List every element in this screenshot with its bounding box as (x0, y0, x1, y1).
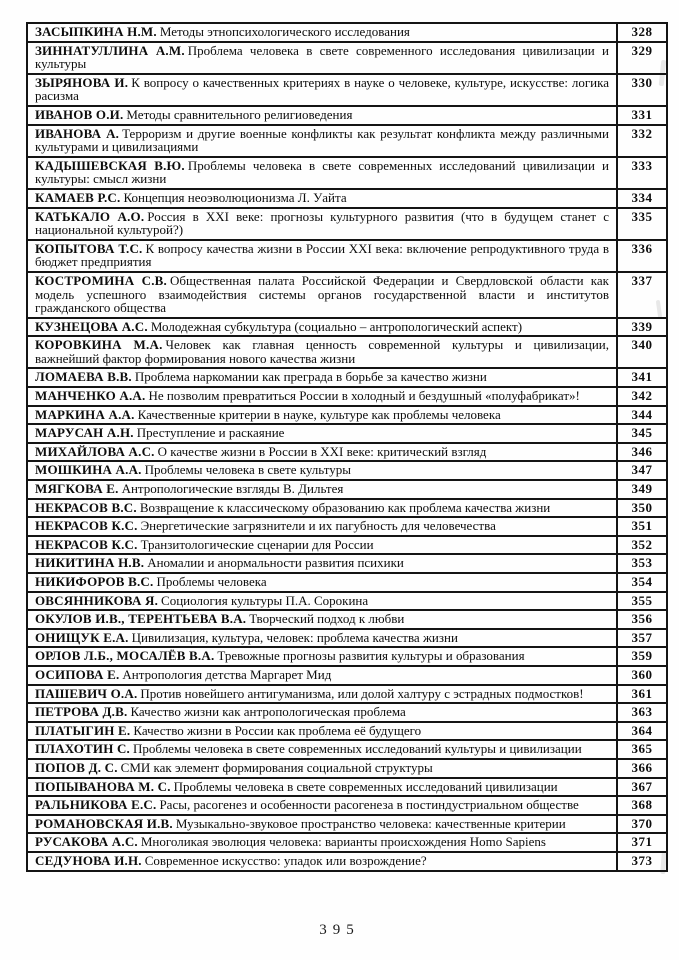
entry-text-cell (27, 703, 617, 722)
table-row (27, 208, 667, 240)
entry-author: МИХАЙЛОВА А.С. (35, 443, 155, 459)
entry-author: КАТЬКАЛО А.О. (35, 208, 145, 224)
entry-page-number: 328 (617, 23, 667, 42)
entry-title: Молодежная субкультура (социально – антропологический аспект) (150, 318, 523, 334)
entry-page-number: 331 (617, 106, 667, 125)
entry-title: Концепция неоэволюционизма Л. Уайта (123, 189, 347, 205)
table-row (27, 647, 667, 666)
entry-page-number: 344 (617, 406, 667, 425)
entry-author: ЗЫРЯНОВА И. (35, 74, 129, 90)
table-row (27, 592, 667, 611)
entry-text-cell (27, 74, 617, 106)
entry-title: Качество жизни в России как проблема её будущего (133, 722, 422, 738)
entry-author: НИКИФОРОВ В.С. (35, 574, 154, 589)
entry-text-cell (27, 815, 617, 834)
table-row (27, 517, 667, 536)
entry-author: КАМАЕВ Р.С. (35, 189, 121, 205)
entry-author: РУСАКОВА А.С. (35, 834, 138, 850)
entry-text-cell (27, 443, 617, 462)
entry-text-cell (27, 852, 617, 871)
entry-author: ОНИЩУК Е.А. (35, 629, 129, 645)
table-row (27, 833, 667, 852)
entry-title: Музыкально-звуковое пространство человека: качественные критерии (175, 815, 566, 831)
entry-title: Проблемы человека (156, 574, 267, 589)
entry-page-number: 329 (617, 42, 667, 74)
entry-text-cell (27, 240, 617, 272)
entry-text-cell (27, 647, 617, 666)
entry-page-number: 347 (617, 461, 667, 480)
entry-title: Проблемы человека в свете современных исследований цивилизации и культуры: смысл жизни (35, 157, 610, 187)
entry-page-number: 361 (617, 685, 667, 704)
entry-author: НЕКРАСОВ В.С. (35, 499, 137, 515)
entry-author: НЕКРАСОВ К.С. (35, 518, 138, 534)
entry-title: Цивилизация, культура, человек: проблема качества жизни (131, 629, 458, 645)
entry-author: ЛОМАЕВА В.В. (35, 369, 132, 385)
entry-page-number: 367 (617, 778, 667, 797)
entry-text-cell (27, 461, 617, 480)
entry-title: Транзитологические сценарии для России (140, 536, 374, 552)
entry-text-cell (27, 208, 617, 240)
table-row (27, 125, 667, 157)
table-row (27, 796, 667, 815)
entry-author: ОВСЯННИКОВА Я. (35, 592, 159, 608)
entry-text-cell (27, 759, 617, 778)
entry-page-number: 333 (617, 157, 667, 189)
entry-title: Проблемы человека в свете культуры (144, 462, 351, 478)
entry-title: Человек как главная ценность современной культуры и цивилизации, важнейший фактор формирования нового качества жизни (35, 337, 609, 366)
entry-author: КОРОВКИНА М.А. (35, 337, 163, 353)
entry-title: Не позволим превратиться России в холодный и бездушный «полуфабрикат»! (148, 388, 580, 404)
entry-author: КОПЫТОВА Т.С. (35, 240, 143, 256)
entry-title: Антропологические взгляды В. Дильтея (121, 481, 344, 497)
entry-author: ПОПОВ Д. С. (35, 759, 118, 775)
entry-author: КУЗНЕЦОВА А.С. (35, 318, 148, 334)
entry-page-number: 353 (617, 554, 667, 573)
entry-title: Аномалии и анормальности развития психики (147, 555, 404, 571)
table-row (27, 318, 667, 337)
entry-page-number: 337 (617, 272, 667, 318)
table-row (27, 461, 667, 480)
entry-page-number: 336 (617, 240, 667, 272)
entry-text-cell (27, 554, 617, 573)
entry-title: Расы, расогенез и особенности расогенеза в постиндустриальном обществе (159, 797, 579, 813)
entry-author: ПЛАТЫГИН Е. (35, 722, 131, 738)
entry-page-number: 356 (617, 610, 667, 629)
entry-page-number: 342 (617, 387, 667, 406)
table-row (27, 387, 667, 406)
entry-title: Современное искусство: упадок или возрождение? (144, 852, 427, 868)
entry-author: ОРЛОВ Л.Б., МОСАЛЁВ В.А. (35, 648, 215, 664)
table-row (27, 23, 667, 42)
entry-author: РОМАНОВСКАЯ И.В. (35, 815, 173, 831)
entry-text-cell (27, 189, 617, 208)
table-row (27, 480, 667, 499)
table-row (27, 815, 667, 834)
table-row (27, 157, 667, 189)
table-row (27, 272, 667, 318)
entry-page-number: 351 (617, 517, 667, 536)
entry-title: Энергетические загрязнители и их пагубность для человечества (140, 518, 496, 534)
entry-text-cell (27, 406, 617, 425)
entry-text-cell (27, 125, 617, 157)
entry-author: МАНЧЕНКО А.А. (35, 388, 146, 404)
page-number-footer: 395 (319, 922, 360, 938)
entry-text-cell (27, 499, 617, 518)
table-row (27, 424, 667, 443)
entry-title: Возвращение к классическому образованию как проблема качества жизни (139, 499, 551, 515)
entry-author: КАДЫШЕВСКАЯ В.Ю. (35, 157, 185, 173)
entry-page-number: 354 (617, 573, 667, 592)
entry-text-cell (27, 573, 617, 592)
entry-title: Против новейшего антигуманизма, или долой халтуру с эстрадных подмостков! (140, 685, 584, 701)
entry-title: Проблема наркомании как преграда в борьбе за качество жизни (134, 369, 487, 385)
entry-text-cell (27, 368, 617, 387)
table-row (27, 722, 667, 741)
table-row (27, 74, 667, 106)
entry-page-number: 359 (617, 647, 667, 666)
entry-title: Проблема человека в свете современного исследования цивилизации и культуры (35, 42, 609, 72)
entry-title: Антропология детства Маргарет Мид (122, 666, 332, 682)
table-row (27, 573, 667, 592)
table-row (27, 778, 667, 797)
entry-page-number: 364 (617, 722, 667, 741)
entry-title: Преступление и раскаяние (136, 425, 285, 441)
entry-title: Россия в XXI веке: прогнозы культурного развития (что в будущем станет с национальной культурой?) (35, 208, 609, 238)
entry-author: МАРУСАН А.Н. (35, 425, 134, 441)
entry-title: Творческий подход к любви (249, 611, 405, 627)
table-row (27, 368, 667, 387)
entry-page-number: 349 (617, 480, 667, 499)
entry-author: РАЛЬНИКОВА Е.С. (35, 797, 157, 813)
entry-page-number: 346 (617, 443, 667, 462)
entry-text-cell (27, 336, 617, 368)
table-row (27, 629, 667, 648)
entry-author: ПОПЫВАНОВА М. С. (35, 778, 171, 794)
entry-title: Проблемы человека в свете современных исследований цивилизации (173, 778, 558, 794)
entry-author: МАРКИНА А.А. (35, 406, 135, 422)
table-row (27, 106, 667, 125)
entry-text-cell (27, 23, 617, 42)
entry-text-cell (27, 592, 617, 611)
entry-page-number: 339 (617, 318, 667, 337)
entry-title: СМИ как элемент формирования социальной структуры (120, 759, 433, 775)
entry-title: Терроризм и другие военные конфликты как результат конфликта между различными культурами и цивилизациями (35, 125, 609, 155)
entry-text-cell (27, 272, 617, 318)
entry-author: МОШКИНА А.А. (35, 462, 142, 478)
entry-page-number: 371 (617, 833, 667, 852)
entry-author: КОСТРОМИНА С.В. (35, 272, 168, 288)
entry-page-number: 357 (617, 629, 667, 648)
entry-page-number: 350 (617, 499, 667, 518)
entry-page-number: 341 (617, 368, 667, 387)
entry-page-number: 363 (617, 703, 667, 722)
entry-author: НИКИТИНА Н.В. (35, 555, 145, 571)
entry-title: К вопросу качества жизни в России XXI века: включение репродуктивного труда в бюджет предприятия (35, 240, 609, 270)
entry-text-cell (27, 106, 617, 125)
entry-title: Качество жизни как антропологическая проблема (130, 704, 406, 720)
entry-text-cell (27, 42, 617, 74)
entry-title: К вопросу о качественных критериях в науке о человеке, культуре, искусстве: логика расизма (35, 74, 609, 104)
table-row (27, 554, 667, 573)
entry-author: МЯГКОВА Е. (35, 481, 119, 497)
entry-title: Качественные критерии в науке, культуре как проблемы человека (137, 406, 501, 422)
entry-page-number: 332 (617, 125, 667, 157)
entry-page-number: 330 (617, 74, 667, 106)
table-row (27, 852, 667, 871)
table-row (27, 336, 667, 368)
entry-text-cell (27, 685, 617, 704)
contents-table-body (27, 23, 667, 871)
entry-text-cell (27, 318, 617, 337)
entry-title: Методы этнопсихологического исследования (159, 24, 410, 39)
table-row (27, 666, 667, 685)
entry-text-cell (27, 722, 617, 741)
entry-page-number: 373 (617, 852, 667, 871)
table-row (27, 759, 667, 778)
entry-text-cell (27, 796, 617, 815)
entry-title: О качестве жизни в России в XXI веке: критический взгляд (157, 443, 487, 459)
entry-text-cell (27, 480, 617, 499)
table-row (27, 240, 667, 272)
entry-page-number: 368 (617, 796, 667, 815)
entry-title: Социология культуры П.А. Сорокина (161, 592, 369, 608)
entry-title: Многоликая эволюция человека: варианты происхождения Homo Sapiens (140, 834, 546, 850)
entry-page-number: 360 (617, 666, 667, 685)
entry-text-cell (27, 833, 617, 852)
entry-page-number: 334 (617, 189, 667, 208)
entry-author: ЗАСЫПКИНА Н.М. (35, 24, 157, 39)
entry-page-number: 345 (617, 424, 667, 443)
table-row (27, 42, 667, 74)
table-row (27, 740, 667, 759)
entry-page-number: 340 (617, 336, 667, 368)
entry-page-number: 366 (617, 759, 667, 778)
entry-title: Проблемы человека в свете современных исследований культуры и цивилизации (133, 741, 582, 757)
entry-author: НЕКРАСОВ К.С. (35, 536, 138, 552)
entry-text-cell (27, 778, 617, 797)
entry-text-cell (27, 157, 617, 189)
entry-text-cell (27, 424, 617, 443)
entry-page-number: 352 (617, 536, 667, 555)
entry-author: ЗИННАТУЛЛИНА А.М. (35, 42, 185, 58)
entry-author: ПЕТРОВА Д.В. (35, 704, 128, 720)
table-row (27, 443, 667, 462)
entry-page-number: 355 (617, 592, 667, 611)
entry-author: ИВАНОВ О.И. (35, 106, 124, 122)
entry-text-cell (27, 666, 617, 685)
entry-text-cell (27, 629, 617, 648)
table-row (27, 406, 667, 425)
entry-author: ИВАНОВА А. (35, 125, 120, 141)
table-row (27, 536, 667, 555)
entry-text-cell (27, 610, 617, 629)
entry-title: Тревожные прогнозы развития культуры и образования (217, 648, 525, 664)
entry-text-cell (27, 536, 617, 555)
table-row (27, 499, 667, 518)
entry-author: ПЛАХОТИН С. (35, 741, 131, 757)
entry-text-cell (27, 517, 617, 536)
table-row (27, 189, 667, 208)
contents-table (26, 22, 668, 872)
entry-author: ПАШЕВИЧ О.А. (35, 685, 138, 701)
table-row (27, 610, 667, 629)
entry-page-number: 335 (617, 208, 667, 240)
entry-text-cell (27, 740, 617, 759)
entry-page-number: 365 (617, 740, 667, 759)
table-row (27, 685, 667, 704)
entry-author: ОКУЛОВ И.В., ТЕРЕНТЬЕВА В.А. (35, 611, 247, 627)
entry-title: Общественная палата Российской Федерации и Свердловской области как модель успешного взаимодействия системы органов государственной власти и институтов гражданского общества (35, 272, 609, 316)
entry-title: Методы сравнительного религиоведения (126, 106, 353, 122)
table-row (27, 703, 667, 722)
entry-author: СЕДУНОВА И.Н. (35, 852, 142, 868)
entry-page-number: 370 (617, 815, 667, 834)
entry-author: ОСИПОВА Е. (35, 666, 120, 682)
entry-text-cell (27, 387, 617, 406)
